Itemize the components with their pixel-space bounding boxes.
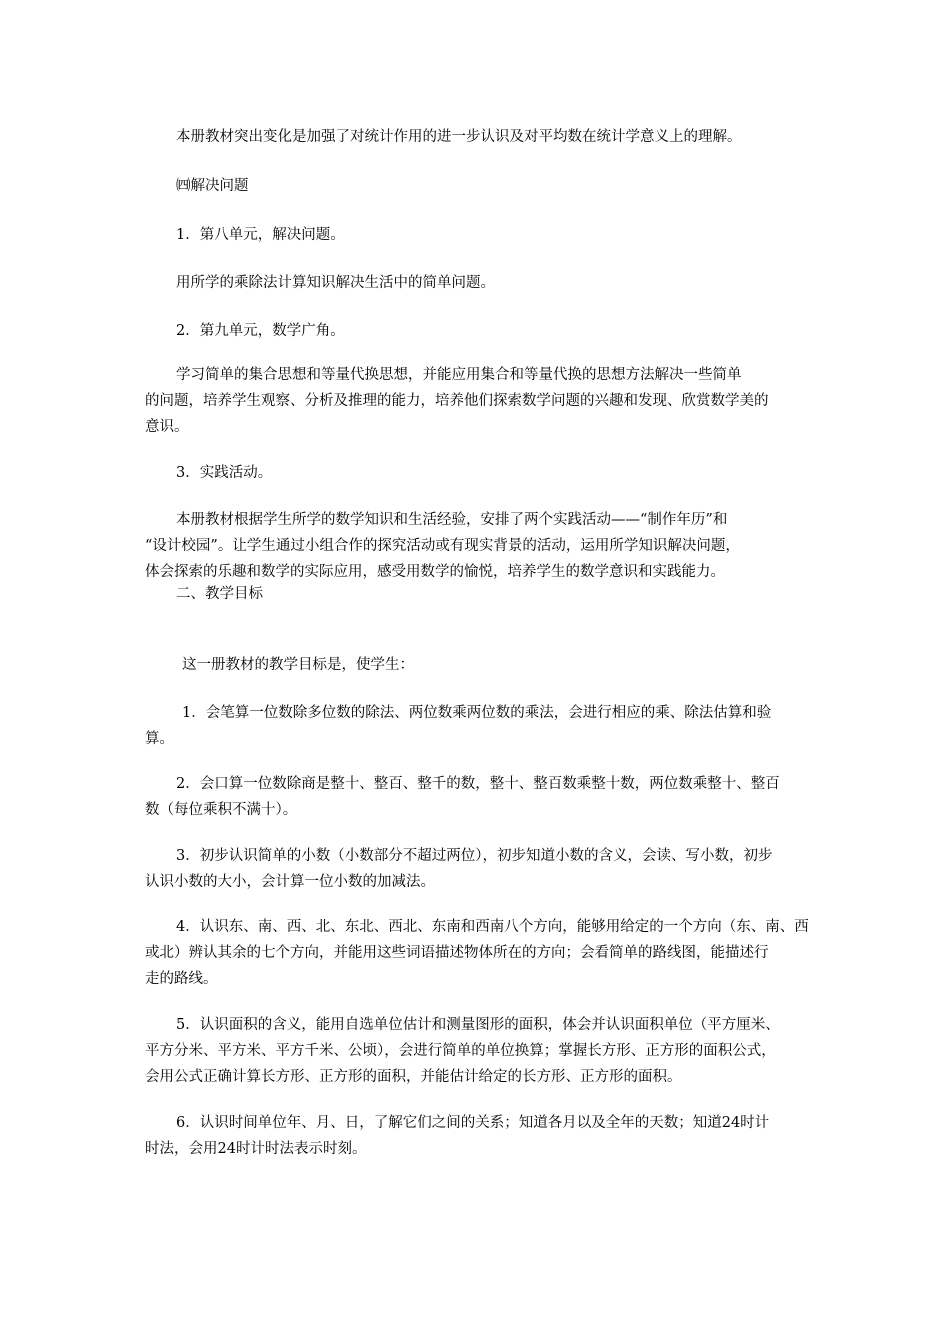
item-1-body: 用所学的乘除法计算知识解决生活中的简单问题。 xyxy=(176,275,495,291)
paragraph-statistics: 本册教材突出变化是加强了对统计作用的进一步认识及对平均数在统计学意义上的理解。 xyxy=(176,129,742,145)
goal-4: 4．认识东、南、西、北、东北、西北、东南和西南八个方向，能够用给定的一个方向（东、南、西 或北）辨认其余的七个方向，并能用这些词语描述物体所在的方向；会看简单的路线图，能描述行 走的路线。 xyxy=(145,919,809,987)
item-3-heading: 3．实践活动。 xyxy=(176,465,273,481)
goal-6: 6．认识时间单位年、月、日，了解它们之间的关系；知道各月以及全年的天数；知道24时计 时法，会用24时计时法表示时刻。 xyxy=(145,1115,770,1157)
item-3-body: 本册教材根据学生所学的数学知识和生活经验，安排了两个实践活动——“制作年历”和 “设计校园”。让学生通过小组合作的探究活动或有现实背景的活动，运用所学知识解决问题， 体会探索的乐趣和数学的实际应用，感受用数学的愉悦，培养学生的数学意识和实践能力。 xyxy=(145,512,740,580)
goals-intro: 这一册教材的教学目标是，使学生： xyxy=(182,657,414,673)
goal-1: 1．会笔算一位数除多位数的除法、两位数乘两位数的乘法，会进行相应的乘、除法估算和验 算。 xyxy=(145,705,772,747)
goal-2: 2．会口算一位数除商是整十、整百、整千的数，整十、整百数乘整十数，两位数乘整十、整百 数（每位乘积不满十）。 xyxy=(145,776,780,818)
item-1-heading: 1．第八单元，解决问题。 xyxy=(176,227,345,243)
item-2-heading: 2．第九单元，数学广角。 xyxy=(176,323,345,339)
goal-3: 3．初步认识简单的小数（小数部分不超过两位），初步知道小数的含义，会读、写小数，初步 认识小数的大小，会计算一位小数的加减法。 xyxy=(145,848,773,890)
goal-5: 5．认识面积的含义，能用自选单位估计和测量图形的面积，体会并认识面积单位（平方厘米、 平方分米、平方米、平方千米、公顷），会进行简单的单位换算；掌握长方形、正方形的面积公式， 会用公式正确计算长方形、正方形的面积，并能估计给定的长方形、正方形的面积。 xyxy=(145,1017,780,1085)
section-2-heading: 二、教学目标 xyxy=(176,586,263,602)
item-2-body: 学习简单的集合思想和等量代换思想，并能应用集合和等量代换的思想方法解决一些简单 的问题，培养学生观察、分析及推理的能力，培养他们探索数学问题的兴趣和发现、欣赏数学美的 意识。 xyxy=(145,367,769,435)
heading-problem-solving: ㈣解决问题 xyxy=(176,178,249,194)
